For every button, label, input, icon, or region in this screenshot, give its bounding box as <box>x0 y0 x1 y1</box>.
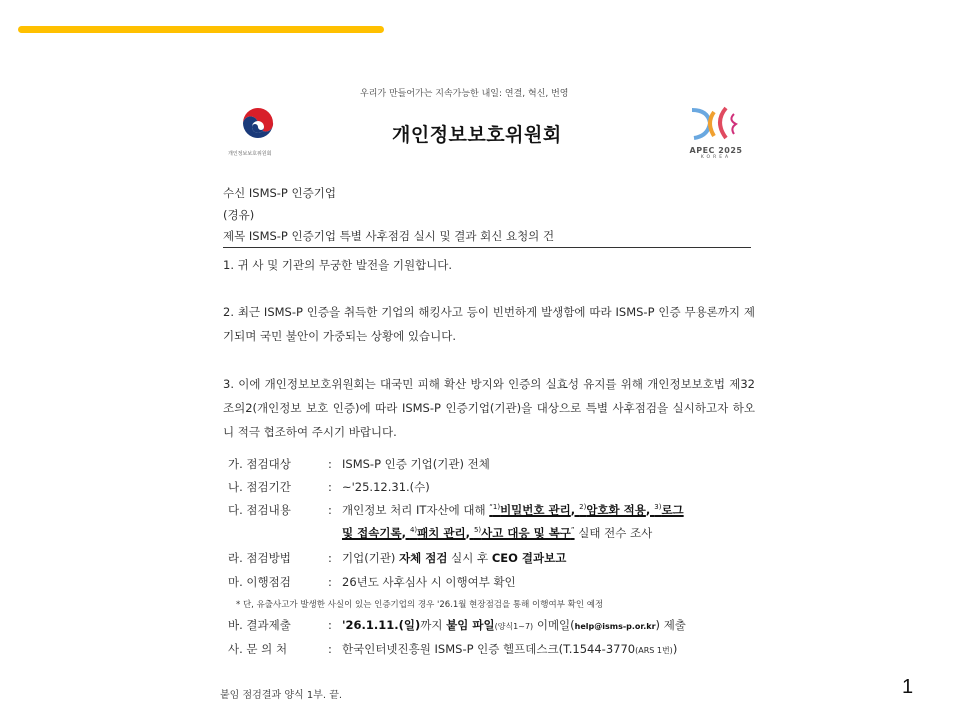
page-number: 1 <box>902 676 914 698</box>
attachment-line: 붙임 점검결과 양식 1부. 끝. <box>220 690 343 701</box>
item-submission: 바. 결과제출 : '26.1.11.(일)까지 붙임 파일(양식1~7) 이메일(help@isms-p.or.kr) 제출 <box>228 618 686 632</box>
slogan: 우리가 만들어가는 지속가능한 내일: 연결, 혁신, 번영 <box>360 89 569 99</box>
item-label: 마. 이행점검 <box>228 575 291 589</box>
organization-title: 개인정보보호위원회 <box>392 124 562 146</box>
item-label: 나. 점검기간 <box>228 480 291 494</box>
item-content-continued: 및 접속기록, $^{4)}$패치 관리, $^{5)}$사고 대응 및 복구” 실태 전수 조사 <box>342 526 653 540</box>
taegeuk-emblem-icon <box>239 108 277 146</box>
item-value: ISMS-P 인증 기업(기관) 전체 <box>342 457 490 471</box>
apec-logo-text: APEC 2025 <box>689 146 743 155</box>
item-followup: 마. 이행점검 : 26년도 사후심사 시 이행여부 확인 <box>228 575 516 589</box>
item-contact: 사. 문 의 처 : 한국인터넷진흥원 ISMS-P 인증 헬프데스크(T.1544-3770(ARS 1번)) <box>228 642 678 656</box>
accent-bar <box>18 26 384 33</box>
item-label: 라. 점검방법 <box>228 551 291 565</box>
paragraph-1: 1. 귀 사 및 기관의 무궁한 발전을 기원합니다. <box>223 258 453 272</box>
apec-logo-subtext: KOREA <box>700 155 732 160</box>
footnote: * 단, 유출사고가 발생한 사실이 있는 인증기업의 경우 '26.1월 현장점검을 통해 이행여부 확인 예정 <box>236 600 604 610</box>
check-items-emphasis: $^{“1)}$비밀번호 관리, $^{2)}$암호화 적용, $^{3)}$로그 <box>489 503 684 517</box>
item-content: 다. 점검내용 : 개인정보 처리 IT자산에 대해 $^{“1)}$비밀번호 관리, $^{2)}$암호화 적용, $^{3)}$로그 <box>228 503 684 517</box>
subject-line: 제목 ISMS-P 인증기업 특별 사후점검 실시 및 결과 회신 요청의 건 <box>223 228 751 248</box>
item-target: 가. 점검대상 : ISMS-P 인증 기업(기관) 전체 <box>228 457 490 471</box>
item-label: 바. 결과제출 <box>228 618 291 632</box>
item-period: 나. 점검기간 : ~'25.12.31.(수) <box>228 480 430 494</box>
government-emblem-logo <box>228 108 288 164</box>
via-line: (경유) <box>223 208 255 222</box>
item-method: 라. 점검방법 : 기업(기관) 자체 점검 실시 후 CEO 결과보고 <box>228 551 567 565</box>
recipient-line: 수신 ISMS-P 인증기업 <box>223 186 336 200</box>
item-label: 가. 점검대상 <box>228 457 291 471</box>
paragraph-2: 2. 최근 ISMS-P 인증을 취득한 기업의 해킹사고 등이 빈번하게 발생함에 따라 ISMS-P 인증 무용론까지 제기되며 국민 불안이 가중되는 상황에 있습니다. <box>223 305 755 343</box>
item-label: 사. 문 의 처 <box>228 642 288 656</box>
apec-emblem-icon <box>686 104 746 142</box>
item-value: ~'25.12.31.(수) <box>342 480 430 494</box>
item-value: 26년도 사후심사 시 이행여부 확인 <box>342 575 516 589</box>
item-label: 다. 점검내용 <box>228 503 291 517</box>
apec-logo <box>684 104 748 166</box>
paragraph-3: 3. 이에 개인정보보호위원회는 대국민 피해 확산 방지와 인증의 실효성 유지를 위해 개인정보보호법 제32조의2(개인정보 보호 인증)에 따라 ISMS-P 인증기업(기관)을 대상으로 특별 사후점검을 실시하고자 하오니 적극 협조하여 주시기 바랍니다. <box>223 377 755 439</box>
email-link[interactable]: help@isms-p.or.kr <box>574 622 656 631</box>
emblem-caption: 개인정보보호위원회 <box>228 151 272 157</box>
